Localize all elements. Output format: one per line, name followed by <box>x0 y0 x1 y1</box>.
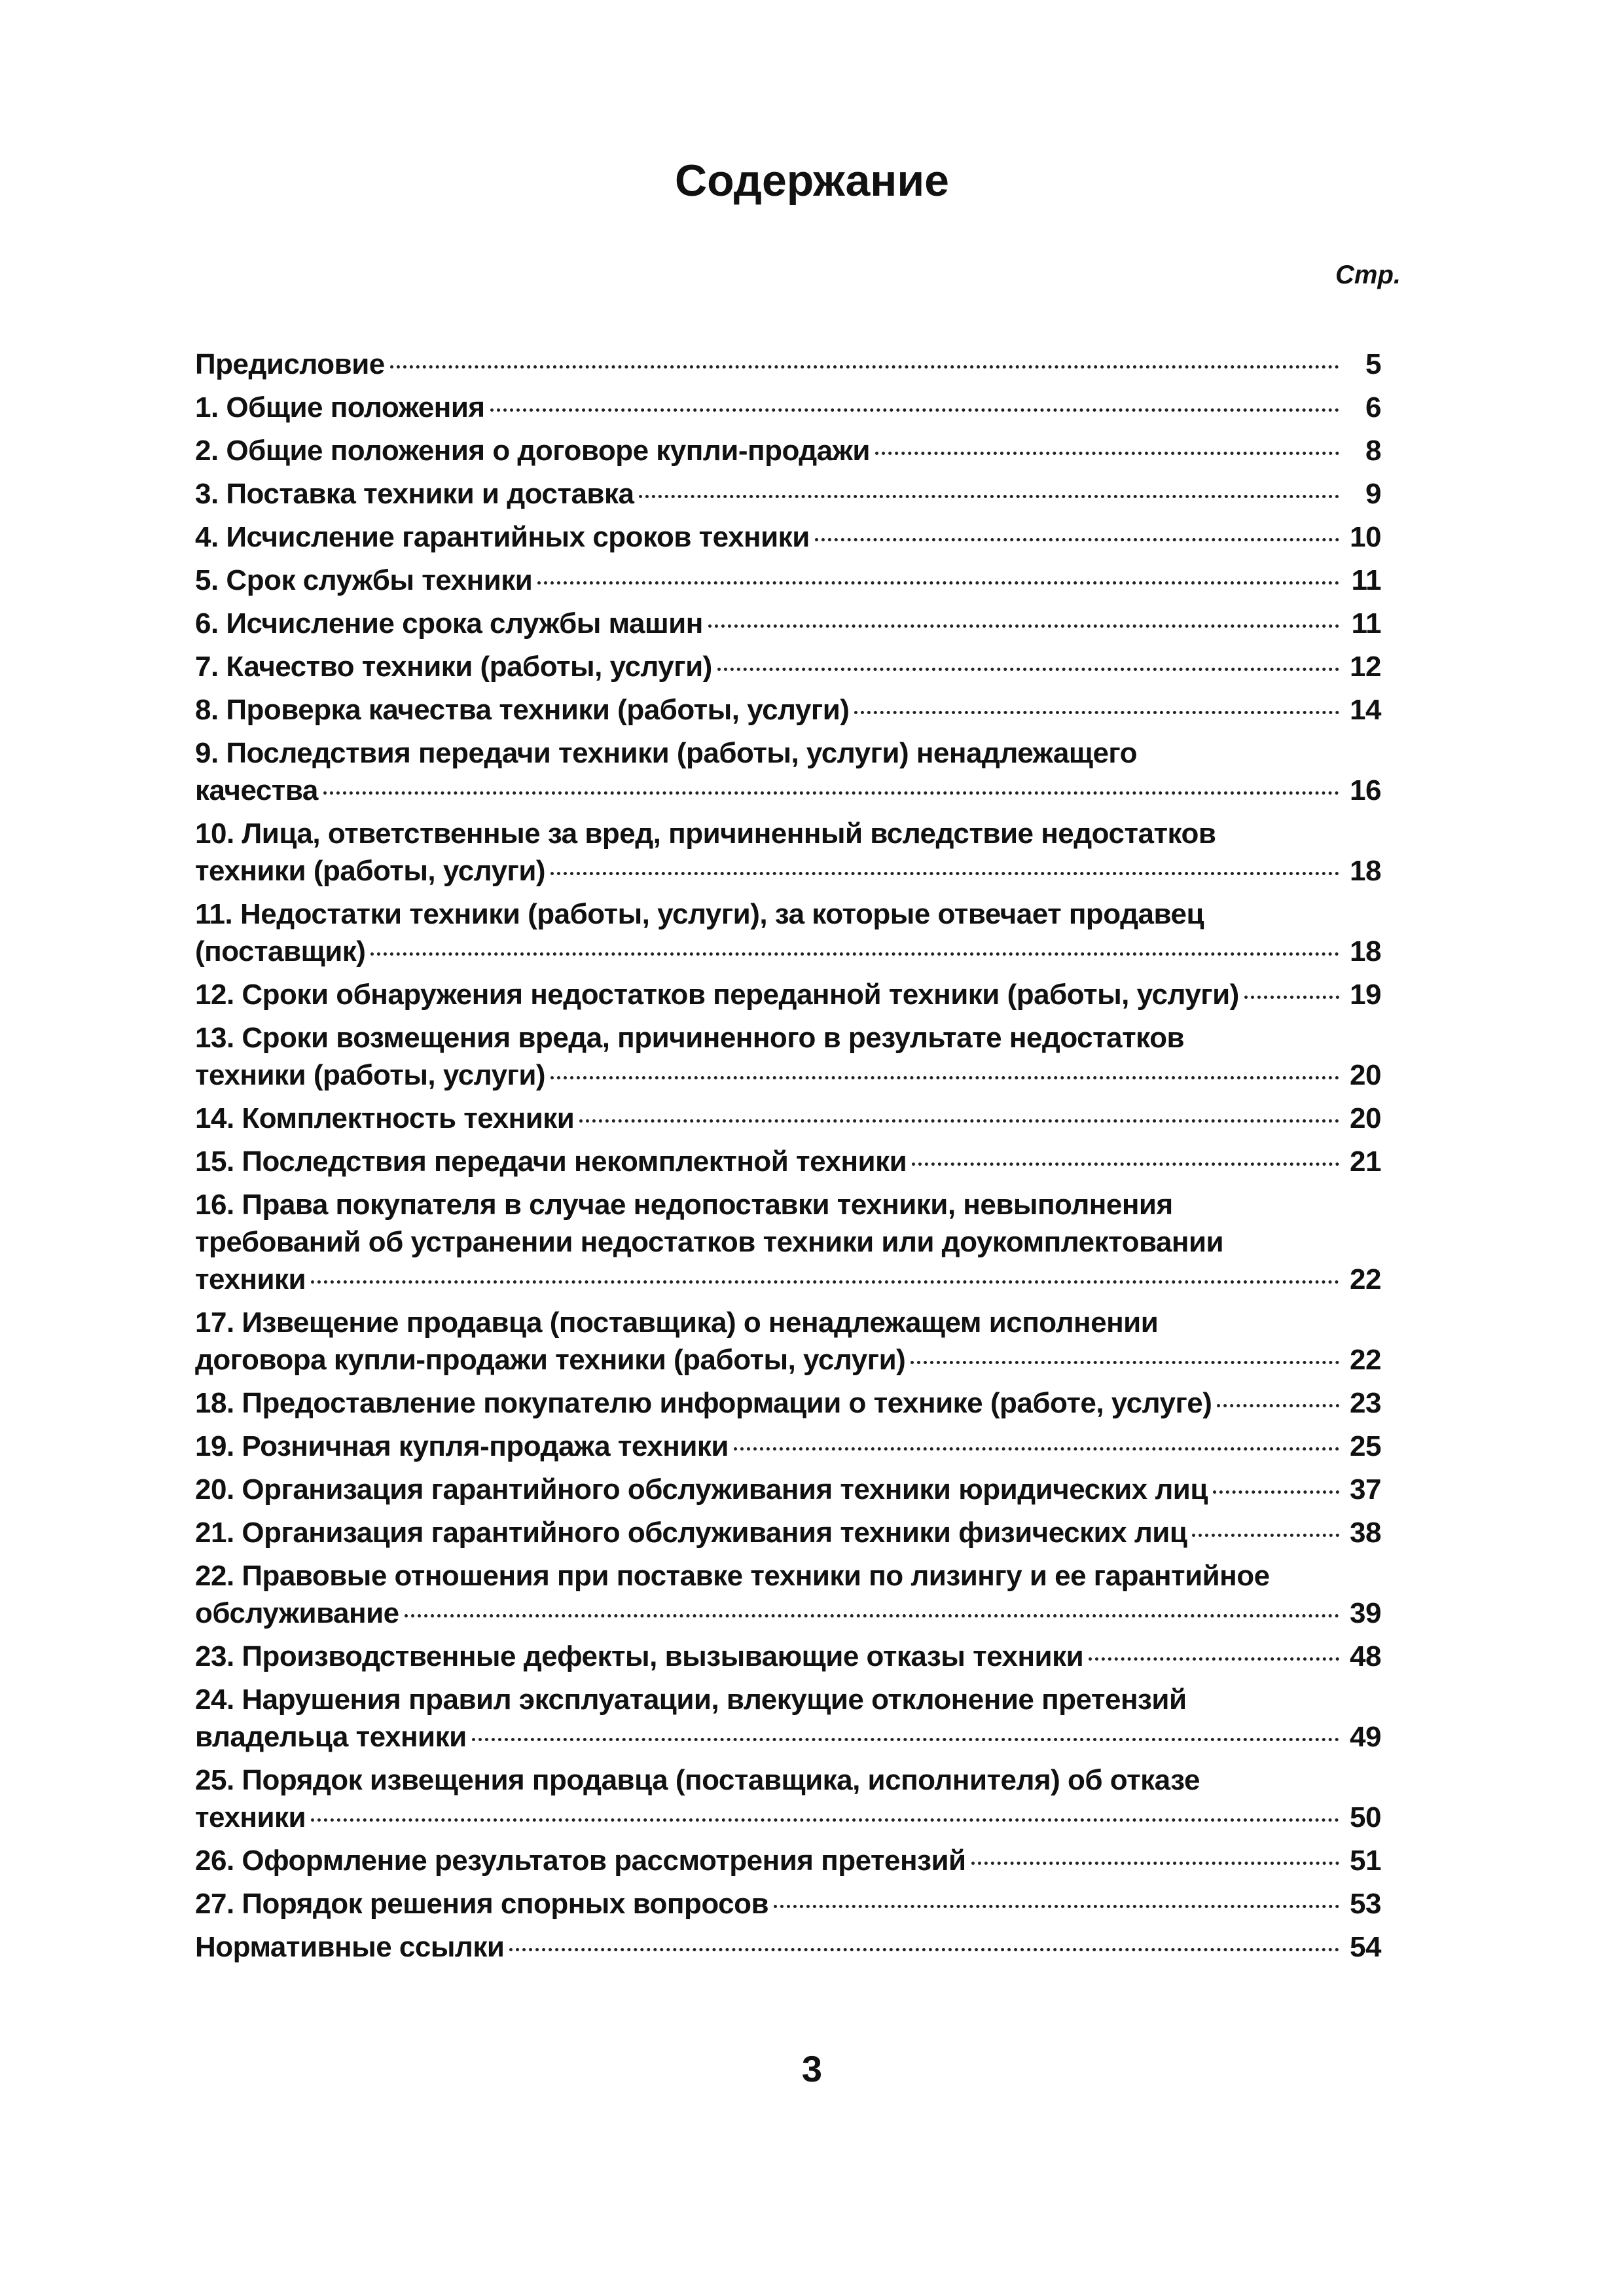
toc-entry-last-line <box>195 1842 1381 1879</box>
toc-entry-text: 12. Сроки обнаружения недостатков переданной техники (работы, услуги) <box>195 979 1239 1011</box>
toc-entry-text: обслуживание <box>195 1597 399 1629</box>
toc-entry-last-line <box>195 346 1381 383</box>
dot-leader <box>550 1076 1339 1079</box>
toc-entry <box>195 1514 1381 1551</box>
toc-entry <box>195 518 1381 556</box>
toc-entry <box>195 605 1381 642</box>
toc-entry-text: 24. Нарушения правил эксплуатации, влекущие отклонение претензий <box>195 1684 1187 1716</box>
toc-entry-last-line <box>195 976 1381 1013</box>
toc-entry-page: 18 <box>1350 855 1381 887</box>
toc-entry-last-line <box>195 691 1381 729</box>
toc-entry-page: 23 <box>1350 1387 1381 1419</box>
dot-leader <box>405 1614 1339 1617</box>
toc-entry-last-line <box>195 1638 1381 1675</box>
toc-entry-page: 20 <box>1350 1059 1381 1091</box>
toc-entry <box>195 895 1381 970</box>
toc-entry <box>195 1638 1381 1675</box>
toc-entry <box>195 562 1381 599</box>
toc-entry <box>195 1384 1381 1422</box>
toc-entry <box>195 1186 1381 1298</box>
toc-entry-text: 25. Порядок извещения продавца (поставщика, исполнителя) об отказе <box>195 1764 1200 1796</box>
toc-entry-text: 8. Проверка качества техники (работы, услуги) <box>195 694 850 726</box>
toc-entry-text: 27. Порядок решения спорных вопросов <box>195 1888 769 1920</box>
toc-entry-text: 21. Организация гарантийного обслуживания техники физических лиц <box>195 1517 1187 1549</box>
dot-leader <box>774 1905 1339 1908</box>
toc-entry-last-line <box>195 1514 1381 1551</box>
toc-entry-text: 23. Производственные дефекты, вызывающие отказы техники <box>195 1640 1084 1672</box>
toc-entry <box>195 475 1381 513</box>
dot-leader <box>971 1862 1339 1865</box>
toc-entry-last-line <box>195 1341 1381 1379</box>
dot-leader <box>1217 1404 1339 1407</box>
toc-entry-page: 51 <box>1350 1845 1381 1877</box>
toc-entry-page: 53 <box>1350 1888 1381 1920</box>
toc-entry-page: 54 <box>1350 1931 1381 1963</box>
toc-entry-last-line <box>195 1100 1381 1137</box>
toc-entry-page: 11 <box>1351 607 1381 640</box>
toc-entry-page: 20 <box>1350 1102 1381 1134</box>
toc-entry-last-line <box>195 432 1381 469</box>
toc-entry <box>195 1304 1381 1379</box>
dot-leader <box>815 538 1339 541</box>
toc-entry-last-line <box>195 648 1381 685</box>
dot-leader <box>579 1119 1339 1123</box>
toc-entry <box>195 1681 1381 1756</box>
dot-leader <box>912 1163 1339 1166</box>
toc-entry <box>195 815 1381 890</box>
toc-entry-page: 25 <box>1350 1430 1381 1462</box>
toc-entry-page: 50 <box>1350 1801 1381 1833</box>
toc-entry-page: 14 <box>1350 694 1381 726</box>
toc-entry-page: 16 <box>1350 774 1381 806</box>
dot-leader <box>734 1447 1339 1451</box>
toc-entry-page: 22 <box>1350 1263 1381 1295</box>
toc-entry-last-line <box>195 1261 1381 1298</box>
dot-leader <box>323 791 1339 795</box>
toc-entry-page: 8 <box>1365 435 1381 467</box>
dot-leader <box>311 1818 1339 1822</box>
toc-entry-last-line <box>195 852 1381 890</box>
toc-entry-text: 11. Недостатки техники (работы, услуги), за которые отвечает продавец <box>195 898 1204 930</box>
toc-entry-text: 13. Сроки возмещения вреда, причиненного в результате недостатков <box>195 1022 1185 1054</box>
toc-entry-last-line <box>195 1056 1381 1094</box>
toc-entry-page: 11 <box>1351 564 1381 596</box>
toc-entry-text: 10. Лица, ответственные за вред, причиненный вследствие недостатков <box>195 818 1216 850</box>
toc-entry-text: Нормативные ссылки <box>195 1931 505 1963</box>
dot-leader <box>390 365 1339 369</box>
toc-entry-text: 17. Извещение продавца (поставщика) о ненадлежащем исполнении <box>195 1307 1159 1339</box>
dot-leader <box>537 581 1339 585</box>
toc-entry-text: 26. Оформление результатов рассмотрения претензий <box>195 1845 966 1877</box>
page-number: 3 <box>801 2048 823 2089</box>
toc-entry-last-line <box>195 1428 1381 1465</box>
toc-entry-page: 39 <box>1350 1597 1381 1629</box>
toc-entry-page: 9 <box>1365 478 1381 510</box>
dot-leader <box>875 452 1339 455</box>
toc-entry-text: техники (работы, услуги) <box>195 855 546 887</box>
toc-entry-last-line <box>195 1595 1381 1632</box>
toc-entry-last-line <box>195 933 1381 970</box>
toc-entry-last-line <box>195 605 1381 642</box>
toc-entry-text: договора купли-продажи техники (работы, услуги) <box>195 1344 906 1376</box>
toc-entry-text: 7. Качество техники (работы, услуги) <box>195 651 712 683</box>
toc-entry <box>195 432 1381 469</box>
toc-entry <box>195 976 1381 1013</box>
dot-leader <box>708 624 1339 628</box>
toc-entry-text: (поставщик) <box>195 935 366 967</box>
dot-leader <box>472 1738 1339 1741</box>
toc-entry-last-line <box>195 1885 1381 1922</box>
dot-leader <box>550 872 1339 875</box>
toc-entry-text: 20. Организация гарантийного обслуживания техники юридических лиц <box>195 1473 1208 1506</box>
toc-entry-text: 3. Поставка техники и доставка <box>195 478 634 510</box>
dot-leader <box>639 495 1339 498</box>
toc-entry-text: техники <box>195 1801 306 1833</box>
toc-entry-text: 18. Предоставление покупателю информации о технике (работе, услуге) <box>195 1387 1212 1419</box>
dot-leader <box>1089 1657 1339 1661</box>
toc-entry-last-line <box>195 772 1381 809</box>
toc-entry-text: 6. Исчисление срока службы машин <box>195 607 703 640</box>
toc-entry-page: 10 <box>1350 521 1381 553</box>
toc-entry-text: 9. Последствия передачи техники (работы, услуги) ненадлежащего <box>195 737 1138 769</box>
toc-entry-last-line <box>195 389 1381 426</box>
toc-entry-text: 16. Права покупателя в случае недопоставки техники, невыполнения <box>195 1189 1173 1221</box>
toc-entry <box>195 1471 1381 1508</box>
toc-entry-text: 4. Исчисление гарантийных сроков техники <box>195 521 810 553</box>
toc-entry-page: 38 <box>1350 1517 1381 1549</box>
page-column-header: Стр. <box>1335 261 1401 289</box>
toc-entry-last-line <box>195 1471 1381 1508</box>
toc-entry-text: требований об устранении недостатков техники или доукомплектовании <box>195 1226 1224 1258</box>
dot-leader <box>1244 996 1339 999</box>
toc-entry-text: Предисловие <box>195 348 385 380</box>
toc-entry <box>195 691 1381 729</box>
toc-entry-text: владельца техники <box>195 1721 467 1753</box>
toc-entry-last-line <box>195 518 1381 556</box>
toc-entry <box>195 1885 1381 1922</box>
toc-entry-text: 2. Общие положения о договоре купли-продажи <box>195 435 870 467</box>
toc-entry <box>195 648 1381 685</box>
toc-entry-page: 21 <box>1350 1146 1381 1178</box>
toc-entry-page: 48 <box>1350 1640 1381 1672</box>
toc-entry-last-line <box>195 1143 1381 1180</box>
toc-entry <box>195 1761 1381 1836</box>
toc-entry-last-line <box>195 1384 1381 1422</box>
dot-leader <box>490 408 1339 412</box>
toc-entry-text: 1. Общие положения <box>195 391 485 424</box>
toc-entry <box>195 1928 1381 1966</box>
toc-entry <box>195 1428 1381 1465</box>
toc-entry-page: 12 <box>1350 651 1381 683</box>
dot-leader <box>370 952 1339 956</box>
dot-leader <box>509 1948 1339 1951</box>
table-of-contents <box>195 346 1381 1972</box>
toc-entry <box>195 1143 1381 1180</box>
toc-entry-last-line <box>195 1928 1381 1966</box>
toc-entry-last-line <box>195 475 1381 513</box>
toc-entry-text: 15. Последствия передачи некомплектной техники <box>195 1146 907 1178</box>
dot-leader <box>911 1361 1339 1364</box>
toc-entry <box>195 389 1381 426</box>
toc-entry <box>195 1557 1381 1632</box>
toc-entry-text: качества <box>195 774 318 806</box>
toc-entry-text: 5. Срок службы техники <box>195 564 533 596</box>
toc-entry <box>195 346 1381 383</box>
dot-leader <box>1192 1534 1339 1537</box>
toc-entry-page: 19 <box>1350 979 1381 1011</box>
toc-entry-text: техники (работы, услуги) <box>195 1059 546 1091</box>
toc-entry <box>195 1019 1381 1094</box>
toc-entry-page: 37 <box>1350 1473 1381 1506</box>
dot-leader <box>311 1280 1339 1284</box>
toc-entry-last-line <box>195 1718 1381 1756</box>
dot-leader <box>717 668 1339 671</box>
toc-entry <box>195 734 1381 809</box>
toc-entry-text: техники <box>195 1263 306 1295</box>
toc-entry-text: 22. Правовые отношения при поставке техники по лизингу и ее гарантийное <box>195 1560 1270 1592</box>
toc-entry-page: 22 <box>1350 1344 1381 1376</box>
dot-leader <box>854 711 1339 714</box>
toc-entry-page: 6 <box>1365 391 1381 424</box>
toc-entry-text: 14. Комплектность техники <box>195 1102 575 1134</box>
toc-entry <box>195 1842 1381 1879</box>
toc-entry-last-line <box>195 562 1381 599</box>
toc-entry-page: 18 <box>1350 935 1381 967</box>
toc-entry-page: 49 <box>1350 1721 1381 1753</box>
toc-entry <box>195 1100 1381 1137</box>
toc-entry-text: 19. Розничная купля-продажа техники <box>195 1430 729 1462</box>
dot-leader <box>1213 1490 1339 1494</box>
page-title: Содержание <box>675 156 949 206</box>
toc-entry-last-line <box>195 1799 1381 1836</box>
toc-entry-page: 5 <box>1365 348 1381 380</box>
